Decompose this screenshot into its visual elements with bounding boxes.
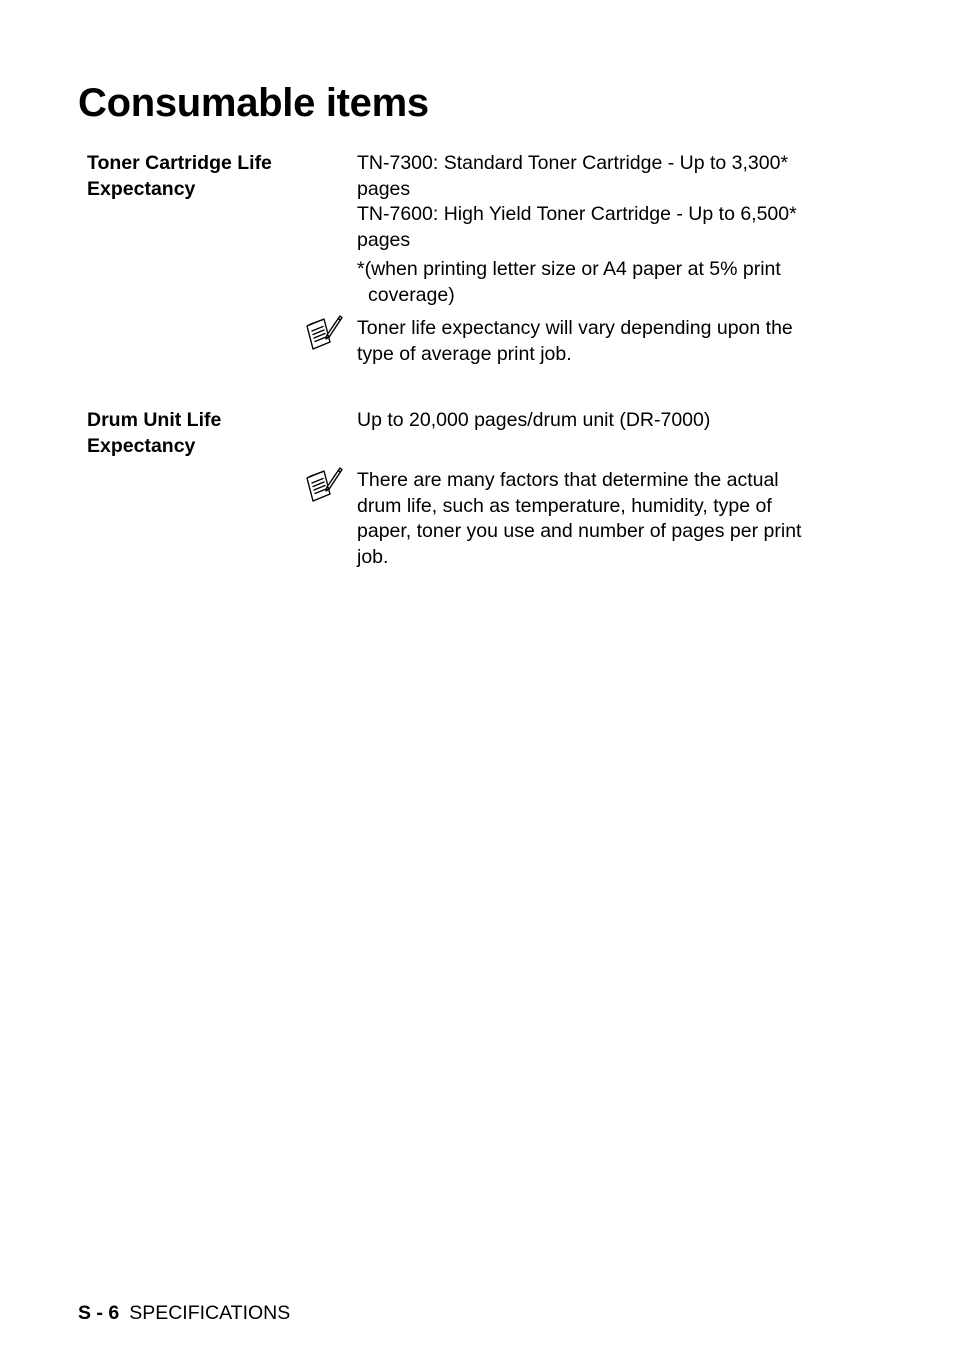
page-footer [78,1300,290,1326]
footer-page-number: S - 6 [78,1302,120,1324]
toner-life-label: Toner Cartridge Life Expectancy [87,152,272,200]
toner-high-yield-line: TN-7600: High Yield Toner Cartridge - Up to 6,500* pages [357,203,797,251]
note-pad-pencil-icon [303,312,343,352]
toner-note: Toner life expectancy will vary depending upon the type of average print job. [357,317,793,365]
footer-section-name: SPECIFICATIONS [129,1302,291,1324]
note-pad-pencil-icon [303,464,343,504]
drum-note: There are many factors that determine the actual drum life, such as temperature, humidity, type of paper, toner you use and number of pages per print job. [357,469,802,568]
drum-life-label: Drum Unit Life Expectancy [87,409,222,457]
toner-life-values [357,151,827,308]
toner-footnote: *(when printing letter size or A4 paper at 5% print coverage) [357,258,781,306]
drum-life-value: Up to 20,000 pages/drum unit (DR-7000) [357,409,711,431]
page-title: Consumable items [78,81,429,125]
toner-standard-line: TN-7300: Standard Toner Cartridge - Up to 3,300* pages [357,152,789,200]
